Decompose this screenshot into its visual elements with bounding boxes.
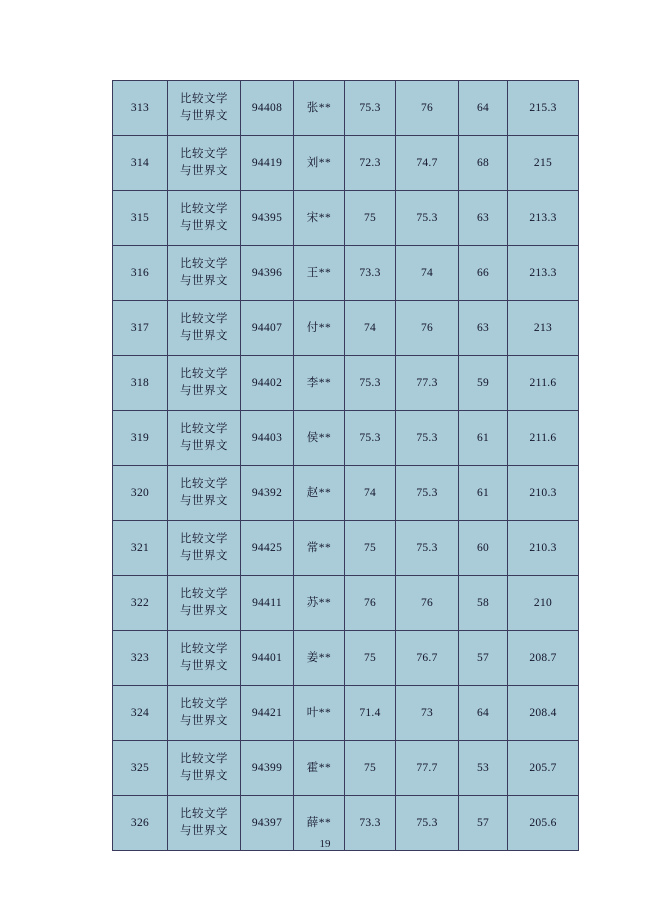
table-row bbox=[113, 356, 579, 411]
cell-major-line2: 与世界文 bbox=[180, 275, 228, 287]
cell-score1: 75 bbox=[345, 631, 396, 686]
cell-name: 霍** bbox=[294, 741, 345, 796]
cell-major-line1: 比较文学 bbox=[180, 368, 228, 381]
cell-id: 94396 bbox=[241, 246, 294, 301]
cell-score1: 75.3 bbox=[345, 411, 396, 466]
cell-score3: 53 bbox=[459, 741, 508, 796]
cell-major-line2: 与世界文 bbox=[180, 110, 228, 122]
cell-id: 94407 bbox=[241, 301, 294, 356]
cell-rank: 321 bbox=[113, 521, 168, 576]
cell-major-line2: 与世界文 bbox=[180, 770, 228, 782]
cell-major-line2: 与世界文 bbox=[180, 440, 228, 452]
table-row bbox=[113, 81, 579, 136]
cell-total: 213.3 bbox=[508, 246, 579, 301]
cell-id: 94419 bbox=[241, 136, 294, 191]
cell-name: 刘** bbox=[294, 136, 345, 191]
cell-rank: 318 bbox=[113, 356, 168, 411]
cell-name: 常** bbox=[294, 521, 345, 576]
cell-name: 姜** bbox=[294, 631, 345, 686]
cell-score3: 60 bbox=[459, 521, 508, 576]
cell-score1: 71.4 bbox=[345, 686, 396, 741]
cell-major-line1: 比较文学 bbox=[180, 478, 228, 491]
cell-total: 210.3 bbox=[508, 466, 579, 521]
cell-id: 94399 bbox=[241, 741, 294, 796]
cell-score3: 61 bbox=[459, 466, 508, 521]
cell-major-line1: 比较文学 bbox=[180, 93, 228, 106]
cell-major bbox=[168, 631, 241, 686]
cell-total: 205.7 bbox=[508, 741, 579, 796]
cell-id: 94395 bbox=[241, 191, 294, 246]
cell-total: 208.7 bbox=[508, 631, 579, 686]
cell-major bbox=[168, 741, 241, 796]
cell-rank: 319 bbox=[113, 411, 168, 466]
cell-major bbox=[168, 246, 241, 301]
cell-total: 205.6 bbox=[508, 796, 579, 851]
cell-score2: 75.3 bbox=[396, 411, 459, 466]
cell-major-line2: 与世界文 bbox=[180, 330, 228, 342]
table-row bbox=[113, 411, 579, 466]
cell-score3: 63 bbox=[459, 301, 508, 356]
cell-score2: 75.3 bbox=[396, 521, 459, 576]
cell-rank: 315 bbox=[113, 191, 168, 246]
cell-score2: 77.3 bbox=[396, 356, 459, 411]
cell-id: 94425 bbox=[241, 521, 294, 576]
cell-score1: 72.3 bbox=[345, 136, 396, 191]
cell-score2: 74.7 bbox=[396, 136, 459, 191]
cell-name: 张** bbox=[294, 81, 345, 136]
cell-major bbox=[168, 81, 241, 136]
cell-total: 210.3 bbox=[508, 521, 579, 576]
cell-id: 94421 bbox=[241, 686, 294, 741]
cell-rank: 320 bbox=[113, 466, 168, 521]
cell-rank: 324 bbox=[113, 686, 168, 741]
table-row bbox=[113, 521, 579, 576]
cell-name: 李** bbox=[294, 356, 345, 411]
cell-major-line1: 比较文学 bbox=[180, 808, 228, 821]
cell-name: 赵** bbox=[294, 466, 345, 521]
cell-rank: 323 bbox=[113, 631, 168, 686]
cell-major-line2: 与世界文 bbox=[180, 715, 228, 727]
cell-rank: 322 bbox=[113, 576, 168, 631]
cell-major-line2: 与世界文 bbox=[180, 825, 228, 837]
cell-id: 94411 bbox=[241, 576, 294, 631]
cell-major-line1: 比较文学 bbox=[180, 643, 228, 656]
cell-score2: 76 bbox=[396, 301, 459, 356]
cell-score2: 76 bbox=[396, 576, 459, 631]
cell-score3: 64 bbox=[459, 81, 508, 136]
cell-score2: 76.7 bbox=[396, 631, 459, 686]
cell-score1: 73.3 bbox=[345, 796, 396, 851]
cell-rank: 326 bbox=[113, 796, 168, 851]
table-row bbox=[113, 136, 579, 191]
cell-id: 94401 bbox=[241, 631, 294, 686]
cell-total: 210 bbox=[508, 576, 579, 631]
cell-major-line1: 比较文学 bbox=[180, 258, 228, 271]
cell-major-line2: 与世界文 bbox=[180, 495, 228, 507]
cell-total: 215 bbox=[508, 136, 579, 191]
cell-score3: 64 bbox=[459, 686, 508, 741]
cell-total: 211.6 bbox=[508, 411, 579, 466]
cell-score2: 75.3 bbox=[396, 466, 459, 521]
cell-score2: 73 bbox=[396, 686, 459, 741]
cell-score3: 57 bbox=[459, 631, 508, 686]
cell-score1: 75 bbox=[345, 521, 396, 576]
cell-major bbox=[168, 521, 241, 576]
cell-major-line2: 与世界文 bbox=[180, 165, 228, 177]
cell-major bbox=[168, 191, 241, 246]
cell-score1: 75.3 bbox=[345, 356, 396, 411]
table-row bbox=[113, 301, 579, 356]
cell-major bbox=[168, 686, 241, 741]
cell-major-line1: 比较文学 bbox=[180, 313, 228, 326]
cell-major-line1: 比较文学 bbox=[180, 533, 228, 546]
cell-score1: 75 bbox=[345, 191, 396, 246]
cell-rank: 316 bbox=[113, 246, 168, 301]
cell-total: 208.4 bbox=[508, 686, 579, 741]
cell-score3: 66 bbox=[459, 246, 508, 301]
cell-score1: 75.3 bbox=[345, 81, 396, 136]
cell-score1: 74 bbox=[345, 466, 396, 521]
cell-id: 94408 bbox=[241, 81, 294, 136]
table-row bbox=[113, 631, 579, 686]
cell-id: 94403 bbox=[241, 411, 294, 466]
cell-name: 苏** bbox=[294, 576, 345, 631]
table-row bbox=[113, 686, 579, 741]
cell-major bbox=[168, 136, 241, 191]
cell-major-line1: 比较文学 bbox=[180, 423, 228, 436]
table-row bbox=[113, 191, 579, 246]
cell-rank: 325 bbox=[113, 741, 168, 796]
cell-total: 211.6 bbox=[508, 356, 579, 411]
cell-score3: 61 bbox=[459, 411, 508, 466]
cell-id: 94392 bbox=[241, 466, 294, 521]
cell-major bbox=[168, 356, 241, 411]
cell-rank: 313 bbox=[113, 81, 168, 136]
cell-major bbox=[168, 411, 241, 466]
cell-rank: 317 bbox=[113, 301, 168, 356]
cell-id: 94397 bbox=[241, 796, 294, 851]
cell-score1: 76 bbox=[345, 576, 396, 631]
cell-major-line2: 与世界文 bbox=[180, 385, 228, 397]
cell-major-line2: 与世界文 bbox=[180, 660, 228, 672]
table-row bbox=[113, 576, 579, 631]
cell-name: 薛** bbox=[294, 796, 345, 851]
cell-name: 叶** bbox=[294, 686, 345, 741]
cell-score2: 76 bbox=[396, 81, 459, 136]
cell-name: 付** bbox=[294, 301, 345, 356]
table-row bbox=[113, 466, 579, 521]
cell-major bbox=[168, 466, 241, 521]
cell-total: 213.3 bbox=[508, 191, 579, 246]
cell-name: 宋** bbox=[294, 191, 345, 246]
cell-major-line2: 与世界文 bbox=[180, 220, 228, 232]
score-table-container bbox=[112, 80, 557, 851]
cell-score2: 74 bbox=[396, 246, 459, 301]
cell-score3: 58 bbox=[459, 576, 508, 631]
cell-id: 94402 bbox=[241, 356, 294, 411]
cell-score3: 63 bbox=[459, 191, 508, 246]
score-table bbox=[112, 80, 579, 851]
cell-name: 侯** bbox=[294, 411, 345, 466]
cell-major-line1: 比较文学 bbox=[180, 753, 228, 766]
cell-major-line1: 比较文学 bbox=[180, 203, 228, 216]
cell-score1: 74 bbox=[345, 301, 396, 356]
cell-score2: 77.7 bbox=[396, 741, 459, 796]
cell-major bbox=[168, 301, 241, 356]
table-row bbox=[113, 741, 579, 796]
cell-major-line2: 与世界文 bbox=[180, 550, 228, 562]
score-table-body bbox=[113, 81, 579, 851]
cell-score2: 75.3 bbox=[396, 796, 459, 851]
cell-total: 215.3 bbox=[508, 81, 579, 136]
cell-score2: 75.3 bbox=[396, 191, 459, 246]
table-row bbox=[113, 246, 579, 301]
cell-rank: 314 bbox=[113, 136, 168, 191]
cell-major-line1: 比较文学 bbox=[180, 588, 228, 601]
cell-score3: 59 bbox=[459, 356, 508, 411]
page-number: 19 bbox=[319, 838, 331, 850]
cell-major bbox=[168, 576, 241, 631]
cell-score3: 57 bbox=[459, 796, 508, 851]
cell-score1: 73.3 bbox=[345, 246, 396, 301]
cell-score1: 75 bbox=[345, 741, 396, 796]
cell-score3: 68 bbox=[459, 136, 508, 191]
cell-total: 213 bbox=[508, 301, 579, 356]
cell-major-line1: 比较文学 bbox=[180, 148, 228, 161]
cell-major-line2: 与世界文 bbox=[180, 605, 228, 617]
cell-name: 王** bbox=[294, 246, 345, 301]
cell-major-line1: 比较文学 bbox=[180, 698, 228, 711]
